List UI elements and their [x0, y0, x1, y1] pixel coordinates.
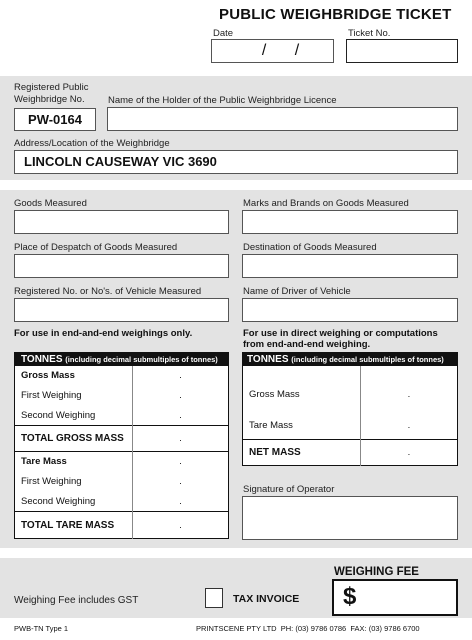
table-row: [15, 492, 229, 512]
address-label: Address/Location of the Weighbridge: [14, 138, 170, 149]
ticket-number-field[interactable]: [346, 39, 458, 63]
page-title: PUBLIC WEIGHBRIDGE TICKET: [219, 6, 452, 23]
table-row: [15, 426, 229, 452]
licence-holder-label: Name of the Holder of the Public Weighbridge Licence: [108, 95, 337, 106]
direct-gross-mass-field[interactable]: .: [407, 388, 411, 400]
table-row: [15, 472, 229, 492]
tax-invoice-label: TAX INVOICE: [233, 593, 300, 605]
total-tare-mass-field[interactable]: .: [179, 519, 182, 531]
end-to-end-table-header: TONNES (including decimal submultiples of tonnes): [15, 353, 229, 366]
signature-label: Signature of Operator: [243, 484, 335, 495]
table-row: [243, 413, 458, 440]
first-weighing-field[interactable]: .: [179, 390, 182, 401]
second-weighing-2-field[interactable]: .: [179, 495, 182, 507]
licence-holder-field[interactable]: [107, 107, 458, 131]
address-value: LINCOLN CAUSEWAY VIC 3690: [24, 154, 217, 169]
direct-weighing-heading: For use in direct weighing or computations from end-and-end weighing.: [243, 328, 438, 350]
second-weighing-field[interactable]: .: [179, 409, 182, 421]
vehicle-registration-field[interactable]: [14, 298, 229, 322]
date-value: / /: [261, 42, 300, 59]
table-row: [15, 366, 229, 386]
goods-measured-field[interactable]: [14, 210, 229, 234]
table-row: [243, 440, 458, 466]
gross-mass-field[interactable]: .: [179, 370, 182, 381]
vehicle-registration-label: Registered No. or No's. of Vehicle Measured: [14, 286, 202, 297]
first-weighing-2-field[interactable]: .: [179, 476, 182, 487]
driver-name-field[interactable]: [242, 298, 458, 322]
date-field[interactable]: [211, 39, 334, 63]
direct-weighing-table: [242, 352, 458, 466]
direct-tare-mass-field[interactable]: .: [407, 420, 411, 432]
second-weighing-label: Second Weighing: [15, 406, 133, 426]
form-code: PWB-TN Type 1: [14, 624, 69, 633]
weighing-fee-field[interactable]: [332, 579, 458, 616]
signature-field[interactable]: [242, 496, 458, 540]
despatch-field[interactable]: [14, 254, 229, 278]
despatch-label: Place of Despatch of Goods Measured: [14, 242, 178, 253]
total-gross-mass-label: TOTAL GROSS MASS: [15, 426, 133, 452]
table-row: [15, 386, 229, 406]
driver-name-label: Name of Driver of Vehicle: [243, 286, 351, 297]
total-gross-mass-field[interactable]: .: [179, 433, 182, 444]
printer-details: PRINTSCENE PTY LTD PH: (03) 9786 0786 FAX: (03) 9786 6700: [196, 624, 420, 633]
dollar-sign: $: [343, 583, 357, 610]
table-row: [15, 512, 229, 539]
tax-invoice-checkbox[interactable]: [205, 588, 223, 608]
second-weighing-2-label: Second Weighing: [15, 492, 133, 512]
gross-mass-label: Gross Mass: [15, 366, 133, 386]
weighbridge-number-label: Registered Public Weighbridge No.: [14, 82, 89, 105]
table-row: [243, 366, 458, 413]
table-row: [15, 406, 229, 426]
weighbridge-number-field[interactable]: [14, 108, 96, 131]
end-to-end-heading: For use in end-and-end weighings only.: [14, 328, 193, 339]
weighing-fee-label: WEIGHING FEE: [334, 566, 419, 578]
total-tare-mass-label: TOTAL TARE MASS: [15, 512, 133, 539]
tare-mass-label: Tare Mass: [15, 452, 133, 472]
address-field[interactable]: [14, 150, 458, 174]
end-to-end-table: [14, 352, 229, 539]
tare-mass-field[interactable]: .: [179, 456, 182, 468]
destination-label: Destination of Goods Measured: [243, 242, 377, 253]
net-mass-label: NET MASS: [243, 440, 361, 466]
marks-brands-label: Marks and Brands on Goods Measured: [243, 198, 409, 209]
marks-brands-field[interactable]: [242, 210, 458, 234]
fee-includes-gst-label: Weighing Fee includes GST: [14, 595, 139, 606]
goods-measured-label: Goods Measured: [14, 198, 87, 209]
date-label: Date: [213, 28, 234, 39]
direct-gross-mass-label: Gross Mass: [243, 366, 361, 413]
direct-tare-mass-label: Tare Mass: [243, 413, 361, 440]
first-weighing-label: First Weighing: [15, 386, 133, 406]
first-weighing-2-label: First Weighing: [15, 472, 133, 492]
weighbridge-number-value: PW-0164: [28, 112, 82, 127]
net-mass-field[interactable]: .: [407, 447, 411, 458]
destination-field[interactable]: [242, 254, 458, 278]
table-row: [15, 452, 229, 472]
ticket-number-label: Ticket No.: [348, 28, 391, 39]
direct-table-header: TONNES (including decimal submultiples of tonnes): [243, 353, 458, 366]
